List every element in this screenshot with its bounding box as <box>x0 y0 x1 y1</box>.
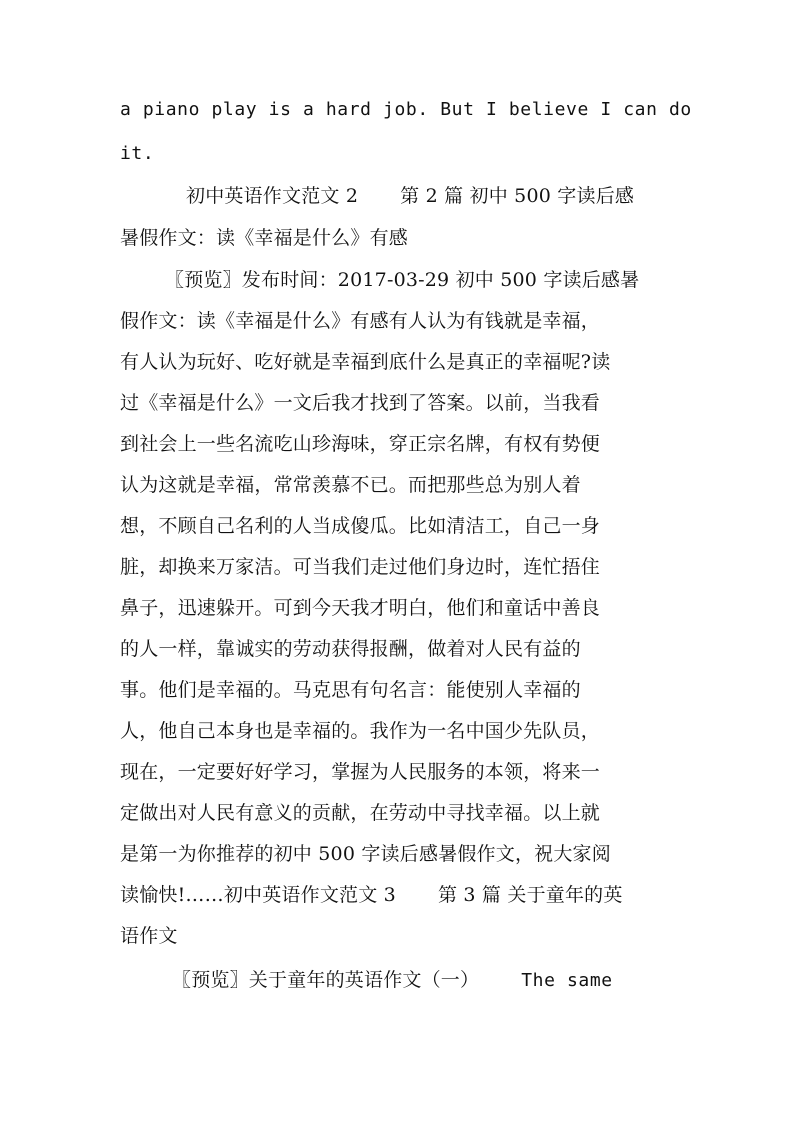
paragraph-line-9: 鼻子，迅速躲开。可到今天我才明白，他们和童话中善良 <box>120 597 601 619</box>
preview-line <box>172 968 687 993</box>
paragraph-line-3: 有人认为玩好、吃好就是幸福到底什么是真正的幸福呢?读 <box>120 351 611 373</box>
paragraph-line-10: 的人一样，靠诚实的劳动获得报酬，做着对人民有益的 <box>120 638 581 660</box>
paragraph-line-8: 脏，却换来万家洁。可当我们走过他们身边时，连忙捂住 <box>120 556 601 578</box>
article-title-2: 第 2 篇 初中 500 字读后感 <box>400 185 635 207</box>
heading-line-1 <box>186 184 686 208</box>
paragraph-line-16 <box>120 883 680 907</box>
paragraph-line-17: 语作文 <box>120 925 178 947</box>
paragraph-line-13: 现在，一定要好好学习，掌握为人民服务的本领，将来一 <box>120 761 601 783</box>
text-line-1: a piano play is a hard job. But I believe I can do <box>120 99 692 120</box>
section-title-2: 初中英语作文范文 2 <box>186 185 359 207</box>
paragraph-line-14: 定做出对人民有意义的贡献，在劳动中寻找幸福。以上就 <box>120 802 601 824</box>
text-line-2: it. <box>120 143 155 164</box>
section-title-3: 读愉快!……初中英语作文范文 3 <box>120 884 396 906</box>
paragraph-line-15: 是第一为你推荐的初中 500 字读后感暑假作文，祝大家阅 <box>120 843 611 865</box>
paragraph-line-6: 认为这就是幸福，常常羡慕不已。而把那些总为别人着 <box>120 474 581 496</box>
preview-english-start: The same <box>521 970 613 991</box>
paragraph-line-12: 人，他自己本身也是幸福的。我作为一名中国少先队员， <box>120 720 601 742</box>
paragraph-line-5: 到社会上一些名流吃山珍海味，穿正宗名牌，有权有势便 <box>120 433 601 455</box>
heading-line-2: 暑假作文：读《幸福是什么》有感 <box>120 227 409 249</box>
paragraph-line-7: 想，不顾自己名利的人当成傻瓜。比如清洁工，自己一身 <box>120 515 601 537</box>
paragraph-line-2: 假作文：读《幸福是什么》有感有人认为有钱就是幸福， <box>120 310 601 332</box>
article-title-3: 第 3 篇 关于童年的英 <box>437 884 623 906</box>
paragraph-line-1: 〖预览〗发布时间：2017-03-29 初中 500 字读后感暑 <box>165 269 640 291</box>
paragraph-line-4: 过《幸福是什么》一文后我才找到了答案。以前，当我看 <box>120 392 601 414</box>
preview-title: 〖预览〗关于童年的英语作文（一） <box>172 969 480 991</box>
paragraph-line-11: 事。他们是幸福的。马克思有句名言：能使别人幸福的 <box>120 679 581 701</box>
